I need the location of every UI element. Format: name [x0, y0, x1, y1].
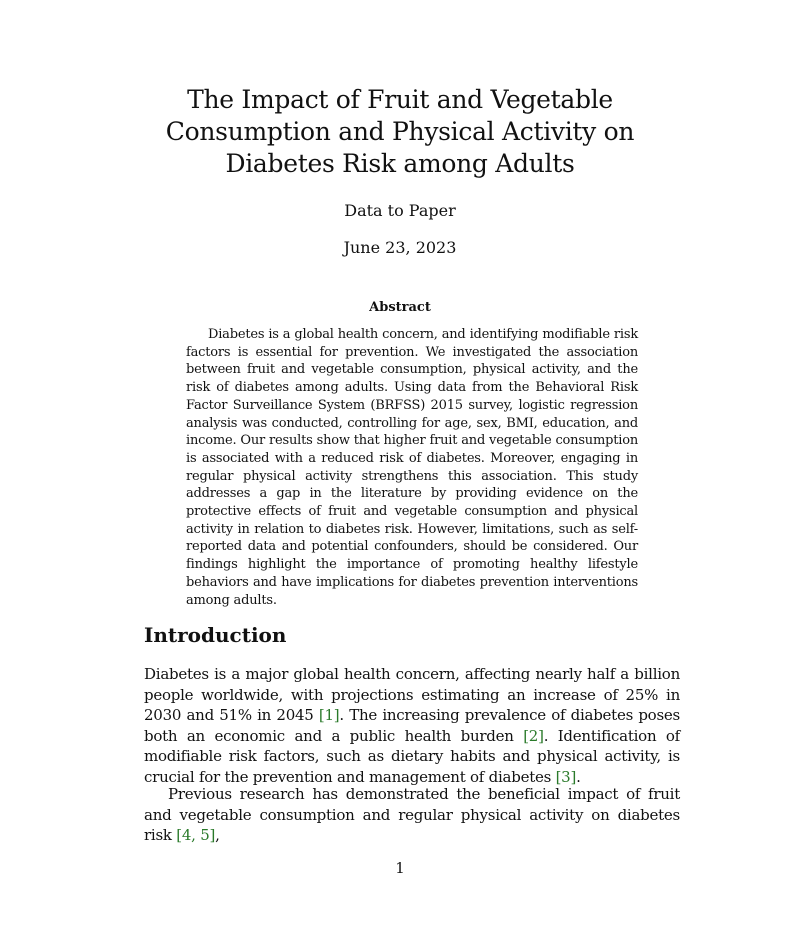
abstract-heading: Abstract: [369, 300, 431, 315]
introduction-paragraph-1: [144, 664, 680, 788]
citation-link[interactable]: [2]: [523, 726, 544, 745]
author: Data to Paper: [344, 201, 456, 220]
paragraph-text: ,: [215, 826, 220, 845]
citation-link[interactable]: [3]: [555, 767, 577, 786]
citation-link[interactable]: [4, 5]: [176, 826, 216, 845]
publication-date: June 23, 2023: [343, 238, 457, 257]
page-number: 1: [395, 859, 405, 877]
citation-link[interactable]: [1]: [318, 706, 340, 725]
paragraph-text: Diabetes is a major global health concern, affecting nearly half a billion people worldwide, with projections estimating an increase of 25% in 2030 and 51% in 2045: [144, 665, 680, 725]
paragraph-text: . Identification of modifiable risk factors, such as dietary habits and physical activity, is crucial for the prevention and management of diabetes: [144, 726, 680, 786]
paragraph-text: .: [576, 767, 581, 786]
introduction-paragraph-2: [144, 784, 680, 846]
introduction-heading: Introduction: [144, 623, 287, 647]
paragraph-text: Previous research has demonstrated the beneficial impact of fruit and vegetable consumption and regular physical activity on diabetes risk: [144, 785, 680, 845]
paper-title: The Impact of Fruit and Vegetable Consumption and Physical Activity on Diabetes Risk among Adults: [165, 85, 635, 178]
abstract-text: Diabetes is a global health concern, and identifying modifiable risk factors is essential for prevention. We investigated the association between fruit and vegetable consumption, physical activity, and the risk of diabetes among adults. Using data from the Behavioral Risk Factor Surveillance System (BRFSS) 2015 survey, logistic regression analysis was conducted, controlling for age, sex, BMI, education, and income. Our results show that higher fruit and vegetable consumption is associated with a reduced risk of diabetes. Moreover, engaging in regular physical activity strengthens this association. This study addresses a gap in the literature by providing evidence on the protective effects of fruit and vegetable consumption and physical activity in relation to diabetes risk. However, limitations, such as self-reported data and potential confounders, should be considered. Our findings highlight the importance of promoting healthy lifestyle behaviors and have implications for diabetes prevention interventions among adults.: [186, 327, 638, 608]
paragraph-text: . The increasing prevalence of diabetes poses both an economic and a public health burden: [144, 706, 680, 745]
